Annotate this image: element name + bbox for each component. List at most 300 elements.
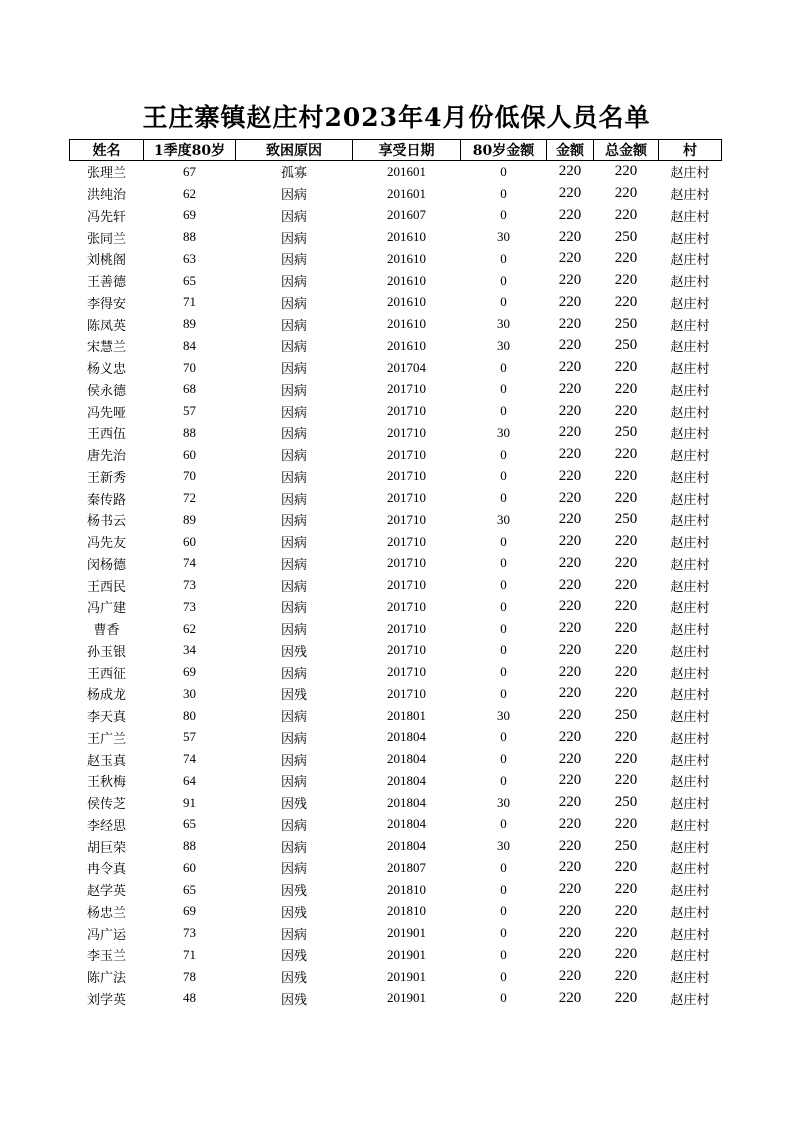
cell-village: 赵庄村 <box>670 971 710 987</box>
cell-name: 侯传芝 <box>86 797 126 813</box>
cell-name: 冉令真 <box>86 862 126 878</box>
column-header-amount: 金额 <box>547 140 594 161</box>
cell-amount: 220 <box>558 185 582 202</box>
cell-age: 34 <box>183 642 196 658</box>
cell-age: 88 <box>183 838 196 854</box>
cell-start-date: 201804 <box>387 838 426 854</box>
cell-total: 220 <box>614 989 638 1006</box>
cell-age: 80 <box>183 707 196 723</box>
cell-village: 赵庄村 <box>670 884 710 900</box>
cell-start-date: 201710 <box>387 555 426 571</box>
column-header-reason: 致困原因 <box>236 140 353 161</box>
cell-village: 赵庄村 <box>670 231 710 247</box>
cell-total: 220 <box>614 272 638 289</box>
cell-start-date: 201710 <box>387 685 426 701</box>
cell-name: 杨义忠 <box>86 362 126 378</box>
cell-start-date: 201710 <box>387 446 426 462</box>
cell-village: 赵庄村 <box>670 818 710 834</box>
cell-total: 220 <box>614 185 638 202</box>
cell-reason: 因残 <box>280 905 307 921</box>
cell-start-date: 201710 <box>387 620 426 636</box>
cell-village: 赵庄村 <box>670 775 710 791</box>
cell-start-date: 201610 <box>387 337 426 353</box>
cell-amount: 220 <box>558 250 582 267</box>
cell-age: 74 <box>183 555 196 571</box>
cell-village: 赵庄村 <box>670 710 710 726</box>
cell-age80-amount: 0 <box>500 359 507 375</box>
cell-village: 赵庄村 <box>670 536 710 552</box>
cell-amount: 220 <box>558 641 582 658</box>
cell-reason: 因病 <box>280 775 307 791</box>
cell-age: 73 <box>183 577 196 593</box>
cell-age80-amount: 0 <box>500 468 507 484</box>
cell-village: 赵庄村 <box>670 949 710 965</box>
cell-village: 赵庄村 <box>670 470 710 486</box>
table-row <box>70 683 722 705</box>
cell-age80-amount: 0 <box>500 577 507 593</box>
cell-age: 57 <box>183 729 196 745</box>
cell-age: 89 <box>183 511 196 527</box>
cell-start-date: 201610 <box>387 229 426 245</box>
cell-age: 62 <box>183 185 196 201</box>
cell-start-date: 201710 <box>387 468 426 484</box>
table-row <box>70 748 722 770</box>
cell-total: 250 <box>614 228 638 245</box>
cell-amount: 220 <box>558 728 582 745</box>
cell-age: 60 <box>183 446 196 462</box>
cell-start-date: 201901 <box>387 990 426 1006</box>
cell-age80-amount: 0 <box>500 968 507 984</box>
cell-amount: 220 <box>558 620 582 637</box>
table-row <box>70 335 722 357</box>
cell-amount: 220 <box>558 293 582 310</box>
table-row <box>70 770 722 792</box>
cell-age80-amount: 0 <box>500 729 507 745</box>
cell-reason: 因病 <box>280 623 307 639</box>
cell-age80-amount: 0 <box>500 250 507 266</box>
cell-age80-amount: 0 <box>500 207 507 223</box>
cell-age: 88 <box>183 424 196 440</box>
table-row <box>70 944 722 966</box>
cell-village: 赵庄村 <box>670 166 710 182</box>
cell-start-date: 201804 <box>387 816 426 832</box>
cell-name: 胡巨荣 <box>86 840 126 856</box>
cell-start-date: 201810 <box>387 881 426 897</box>
cell-reason: 因病 <box>280 405 307 421</box>
cell-total: 220 <box>614 467 638 484</box>
cell-village: 赵庄村 <box>670 644 710 660</box>
table-row <box>70 226 722 248</box>
cell-reason: 因病 <box>280 514 307 530</box>
cell-age: 67 <box>183 163 196 179</box>
cell-age80-amount: 30 <box>497 337 510 353</box>
cell-name: 赵玉真 <box>86 753 126 769</box>
cell-start-date: 201607 <box>387 207 426 223</box>
cell-start-date: 201804 <box>387 751 426 767</box>
cell-total: 220 <box>614 489 638 506</box>
cell-village: 赵庄村 <box>670 623 710 639</box>
table-header-row <box>70 140 722 161</box>
cell-village: 赵庄村 <box>670 557 710 573</box>
cell-name: 张同兰 <box>86 231 126 247</box>
cell-age80-amount: 0 <box>500 163 507 179</box>
cell-total: 220 <box>614 750 638 767</box>
cell-reason: 因病 <box>280 383 307 399</box>
table-row <box>70 727 722 749</box>
column-header-village: 村 <box>659 140 722 161</box>
cell-reason: 因病 <box>280 449 307 465</box>
cell-total: 220 <box>614 250 638 267</box>
cell-age: 70 <box>183 468 196 484</box>
cell-age80-amount: 30 <box>497 229 510 245</box>
cell-age: 69 <box>183 903 196 919</box>
table-row <box>70 161 722 183</box>
cell-name: 冯先轩 <box>86 209 126 225</box>
cell-name: 冯广运 <box>86 927 126 943</box>
cell-age: 69 <box>183 664 196 680</box>
cell-reason: 因残 <box>280 688 307 704</box>
cell-age: 68 <box>183 381 196 397</box>
column-header-age80-amount: 80岁金额 <box>461 140 547 161</box>
cell-total: 220 <box>614 641 638 658</box>
cell-reason: 因病 <box>280 492 307 508</box>
cell-amount: 220 <box>558 837 582 854</box>
cell-start-date: 201901 <box>387 925 426 941</box>
cell-total: 220 <box>614 576 638 593</box>
cell-start-date: 201610 <box>387 272 426 288</box>
cell-village: 赵庄村 <box>670 209 710 225</box>
cell-reason: 因残 <box>280 884 307 900</box>
cell-start-date: 201901 <box>387 968 426 984</box>
cell-start-date: 201601 <box>387 163 426 179</box>
cell-amount: 220 <box>558 598 582 615</box>
cell-amount: 220 <box>558 315 582 332</box>
cell-name: 张理兰 <box>86 166 126 182</box>
table-row <box>70 922 722 944</box>
cell-reason: 因病 <box>280 579 307 595</box>
cell-reason: 因病 <box>280 710 307 726</box>
cell-total: 220 <box>614 359 638 376</box>
cell-start-date: 201710 <box>387 664 426 680</box>
cell-age80-amount: 0 <box>500 620 507 636</box>
cell-total: 250 <box>614 707 638 724</box>
cell-reason: 因残 <box>280 644 307 660</box>
cell-village: 赵庄村 <box>670 579 710 595</box>
cell-age80-amount: 0 <box>500 859 507 875</box>
cell-total: 250 <box>614 337 638 354</box>
cell-total: 220 <box>614 728 638 745</box>
cell-age80-amount: 0 <box>500 555 507 571</box>
table-row <box>70 444 722 466</box>
table-row <box>70 509 722 531</box>
cell-amount: 220 <box>558 554 582 571</box>
cell-amount: 220 <box>558 446 582 463</box>
cell-age80-amount: 0 <box>500 294 507 310</box>
cell-total: 220 <box>614 206 638 223</box>
cell-name: 陈广法 <box>86 971 126 987</box>
cell-reason: 因病 <box>280 536 307 552</box>
table-row <box>70 574 722 596</box>
table-row <box>70 270 722 292</box>
cell-amount: 220 <box>558 206 582 223</box>
cell-age: 62 <box>183 620 196 636</box>
cell-start-date: 201710 <box>387 424 426 440</box>
cell-total: 250 <box>614 837 638 854</box>
table-row <box>70 596 722 618</box>
cell-age: 63 <box>183 250 196 266</box>
cell-amount: 220 <box>558 163 582 180</box>
cell-age80-amount: 0 <box>500 751 507 767</box>
cell-amount: 220 <box>558 685 582 702</box>
cell-name: 杨忠兰 <box>86 905 126 921</box>
table-row <box>70 400 722 422</box>
cell-village: 赵庄村 <box>670 296 710 312</box>
cell-name: 冯广建 <box>86 601 126 617</box>
cell-name: 杨书云 <box>86 514 126 530</box>
cell-start-date: 201601 <box>387 185 426 201</box>
cell-age: 30 <box>183 685 196 701</box>
cell-age80-amount: 30 <box>497 316 510 332</box>
cell-reason: 因病 <box>280 362 307 378</box>
cell-name: 王新秀 <box>86 470 126 486</box>
table-row <box>70 248 722 270</box>
cell-reason: 因病 <box>280 318 307 334</box>
cell-total: 220 <box>614 402 638 419</box>
table-row <box>70 879 722 901</box>
cell-age: 84 <box>183 337 196 353</box>
cell-age: 65 <box>183 816 196 832</box>
cell-age: 64 <box>183 772 196 788</box>
cell-start-date: 201710 <box>387 533 426 549</box>
cell-amount: 220 <box>558 772 582 789</box>
cell-village: 赵庄村 <box>670 318 710 334</box>
cell-reason: 因病 <box>280 296 307 312</box>
column-header-age: 1季度80岁 <box>144 140 236 161</box>
cell-total: 220 <box>614 293 638 310</box>
cell-amount: 220 <box>558 815 582 832</box>
cell-age: 48 <box>183 990 196 1006</box>
cell-name: 王广兰 <box>86 731 126 747</box>
cell-village: 赵庄村 <box>670 666 710 682</box>
table-row <box>70 466 722 488</box>
cell-name: 刘桃阁 <box>86 253 126 269</box>
cell-reason: 因病 <box>280 253 307 269</box>
column-header-total: 总金额 <box>594 140 659 161</box>
cell-start-date: 201610 <box>387 294 426 310</box>
cell-amount: 220 <box>558 228 582 245</box>
cell-amount: 220 <box>558 946 582 963</box>
cell-total: 220 <box>614 620 638 637</box>
table-row <box>70 205 722 227</box>
cell-amount: 220 <box>558 881 582 898</box>
table-row <box>70 487 722 509</box>
cell-name: 赵学英 <box>86 884 126 900</box>
cell-village: 赵庄村 <box>670 492 710 508</box>
cell-name: 宋慧兰 <box>86 340 126 356</box>
cell-name: 王秋梅 <box>86 775 126 791</box>
cell-age: 71 <box>183 294 196 310</box>
cell-amount: 220 <box>558 489 582 506</box>
cell-age: 78 <box>183 968 196 984</box>
cell-total: 220 <box>614 598 638 615</box>
table-row <box>70 901 722 923</box>
table-row <box>70 422 722 444</box>
cell-name: 孙玉银 <box>86 644 126 660</box>
cell-amount: 220 <box>558 750 582 767</box>
cell-total: 220 <box>614 685 638 702</box>
cell-village: 赵庄村 <box>670 362 710 378</box>
cell-village: 赵庄村 <box>670 840 710 856</box>
table-row <box>70 966 722 988</box>
cell-age: 57 <box>183 403 196 419</box>
cell-age80-amount: 0 <box>500 772 507 788</box>
cell-amount: 220 <box>558 924 582 941</box>
cell-amount: 220 <box>558 511 582 528</box>
table-row <box>70 313 722 335</box>
cell-name: 王西伍 <box>86 427 126 443</box>
cell-village: 赵庄村 <box>670 427 710 443</box>
cell-reason: 因病 <box>280 862 307 878</box>
cell-age: 69 <box>183 207 196 223</box>
cell-amount: 220 <box>558 989 582 1006</box>
cell-village: 赵庄村 <box>670 275 710 291</box>
cell-amount: 220 <box>558 859 582 876</box>
cell-village: 赵庄村 <box>670 340 710 356</box>
cell-total: 250 <box>614 511 638 528</box>
cell-age80-amount: 0 <box>500 946 507 962</box>
cell-village: 赵庄村 <box>670 253 710 269</box>
cell-name: 李玉兰 <box>86 949 126 965</box>
cell-name: 王西征 <box>86 666 126 682</box>
cell-name: 王西民 <box>86 579 126 595</box>
cell-village: 赵庄村 <box>670 927 710 943</box>
cell-village: 赵庄村 <box>670 383 710 399</box>
cell-name: 杨成龙 <box>86 688 126 704</box>
cell-name: 闵杨德 <box>86 557 126 573</box>
cell-age80-amount: 0 <box>500 490 507 506</box>
cell-name: 李天真 <box>86 710 126 726</box>
cell-age: 88 <box>183 229 196 245</box>
cell-age80-amount: 30 <box>497 794 510 810</box>
cell-village: 赵庄村 <box>670 688 710 704</box>
cell-village: 赵庄村 <box>670 405 710 421</box>
cell-reason: 因病 <box>280 340 307 356</box>
cell-age80-amount: 0 <box>500 446 507 462</box>
cell-name: 王善德 <box>86 275 126 291</box>
table-row <box>70 618 722 640</box>
cell-village: 赵庄村 <box>670 992 710 1008</box>
cell-amount: 220 <box>558 533 582 550</box>
cell-age: 89 <box>183 316 196 332</box>
cell-start-date: 201704 <box>387 359 426 375</box>
table-row <box>70 183 722 205</box>
table-row <box>70 531 722 553</box>
cell-start-date: 201901 <box>387 946 426 962</box>
cell-reason: 因病 <box>280 209 307 225</box>
cell-age: 65 <box>183 881 196 897</box>
cell-age: 70 <box>183 359 196 375</box>
cell-village: 赵庄村 <box>670 188 710 204</box>
cell-reason: 因残 <box>280 992 307 1008</box>
cell-age80-amount: 0 <box>500 272 507 288</box>
table-row <box>70 357 722 379</box>
cell-age: 60 <box>183 859 196 875</box>
cell-reason: 因病 <box>280 927 307 943</box>
cell-amount: 220 <box>558 902 582 919</box>
cell-village: 赵庄村 <box>670 514 710 530</box>
cell-village: 赵庄村 <box>670 797 710 813</box>
cell-age: 91 <box>183 794 196 810</box>
recipient-table <box>69 139 722 1009</box>
cell-start-date: 201710 <box>387 511 426 527</box>
cell-amount: 220 <box>558 337 582 354</box>
cell-age80-amount: 0 <box>500 403 507 419</box>
cell-reason: 因病 <box>280 840 307 856</box>
cell-reason: 因病 <box>280 275 307 291</box>
cell-total: 220 <box>614 533 638 550</box>
cell-age80-amount: 30 <box>497 838 510 854</box>
cell-total: 250 <box>614 794 638 811</box>
cell-start-date: 201710 <box>387 381 426 397</box>
cell-amount: 220 <box>558 968 582 985</box>
cell-age80-amount: 0 <box>500 903 507 919</box>
cell-age: 73 <box>183 925 196 941</box>
cell-reason: 因残 <box>280 949 307 965</box>
cell-age: 71 <box>183 946 196 962</box>
cell-name: 侯永德 <box>86 383 126 399</box>
cell-name: 李经思 <box>86 818 126 834</box>
cell-start-date: 201710 <box>387 403 426 419</box>
cell-total: 220 <box>614 881 638 898</box>
cell-age80-amount: 30 <box>497 424 510 440</box>
cell-start-date: 201710 <box>387 490 426 506</box>
cell-age: 74 <box>183 751 196 767</box>
cell-start-date: 201804 <box>387 794 426 810</box>
cell-reason: 因病 <box>280 188 307 204</box>
cell-total: 220 <box>614 446 638 463</box>
cell-amount: 220 <box>558 402 582 419</box>
cell-start-date: 201610 <box>387 316 426 332</box>
cell-start-date: 201804 <box>387 729 426 745</box>
cell-village: 赵庄村 <box>670 862 710 878</box>
cell-reason: 因残 <box>280 971 307 987</box>
table-body <box>70 161 722 1010</box>
cell-start-date: 201710 <box>387 642 426 658</box>
cell-village: 赵庄村 <box>670 905 710 921</box>
cell-age80-amount: 0 <box>500 816 507 832</box>
cell-village: 赵庄村 <box>670 731 710 747</box>
cell-start-date: 201801 <box>387 707 426 723</box>
cell-name: 李得安 <box>86 296 126 312</box>
cell-age80-amount: 0 <box>500 598 507 614</box>
cell-amount: 220 <box>558 424 582 441</box>
cell-reason: 因病 <box>280 601 307 617</box>
table-row <box>70 379 722 401</box>
cell-amount: 220 <box>558 576 582 593</box>
cell-start-date: 201807 <box>387 859 426 875</box>
cell-age80-amount: 0 <box>500 881 507 897</box>
cell-reason: 因病 <box>280 557 307 573</box>
table-row <box>70 640 722 662</box>
cell-start-date: 201804 <box>387 772 426 788</box>
cell-age80-amount: 30 <box>497 511 510 527</box>
cell-amount: 220 <box>558 663 582 680</box>
cell-start-date: 201810 <box>387 903 426 919</box>
cell-reason: 因病 <box>280 231 307 247</box>
cell-name: 刘学英 <box>86 992 126 1008</box>
cell-amount: 220 <box>558 707 582 724</box>
cell-start-date: 201610 <box>387 250 426 266</box>
